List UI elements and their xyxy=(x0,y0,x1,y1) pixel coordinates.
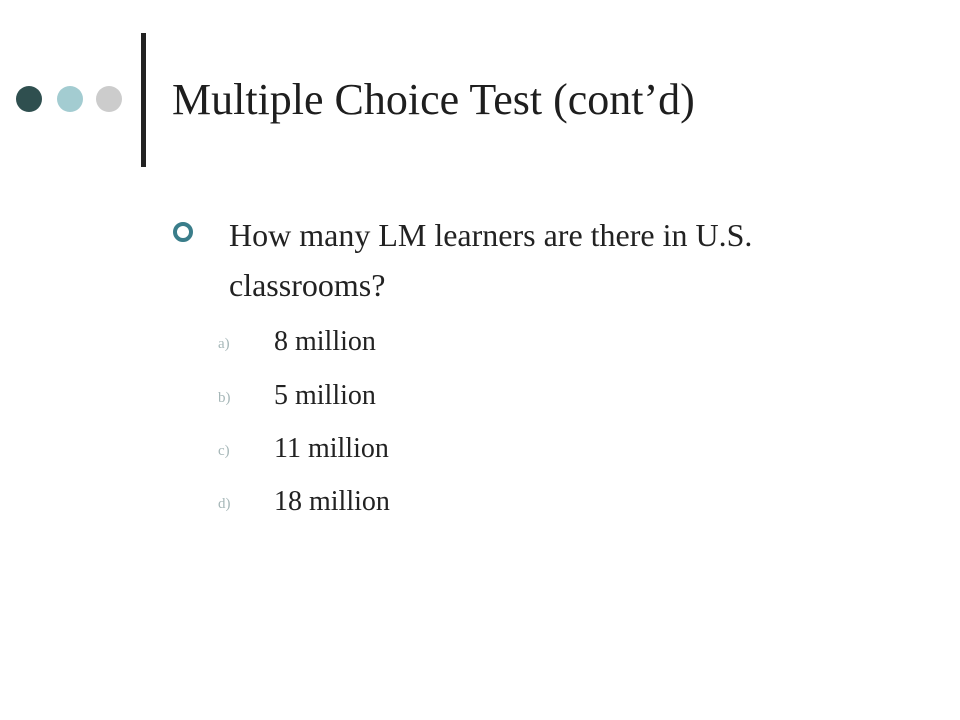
option-letter: b) xyxy=(218,390,231,406)
circle-bullet-icon xyxy=(173,222,193,242)
option-text: 11 million xyxy=(274,433,389,464)
decorative-dot-teal xyxy=(57,86,83,112)
option-text: 8 million xyxy=(274,326,376,357)
title-divider xyxy=(141,33,146,167)
question-text: How many LM learners are there in U.S. classrooms? xyxy=(229,217,753,303)
option-letter: d) xyxy=(218,496,231,512)
slide-title: Multiple Choice Test (cont’d) xyxy=(172,75,695,124)
option-text: 5 million xyxy=(274,380,376,411)
option-letter: c) xyxy=(218,443,230,459)
option-text: 18 million xyxy=(274,486,390,517)
option-letter: a) xyxy=(218,336,230,352)
decorative-dot-dark xyxy=(16,86,42,112)
decorative-dot-gray xyxy=(96,86,122,112)
